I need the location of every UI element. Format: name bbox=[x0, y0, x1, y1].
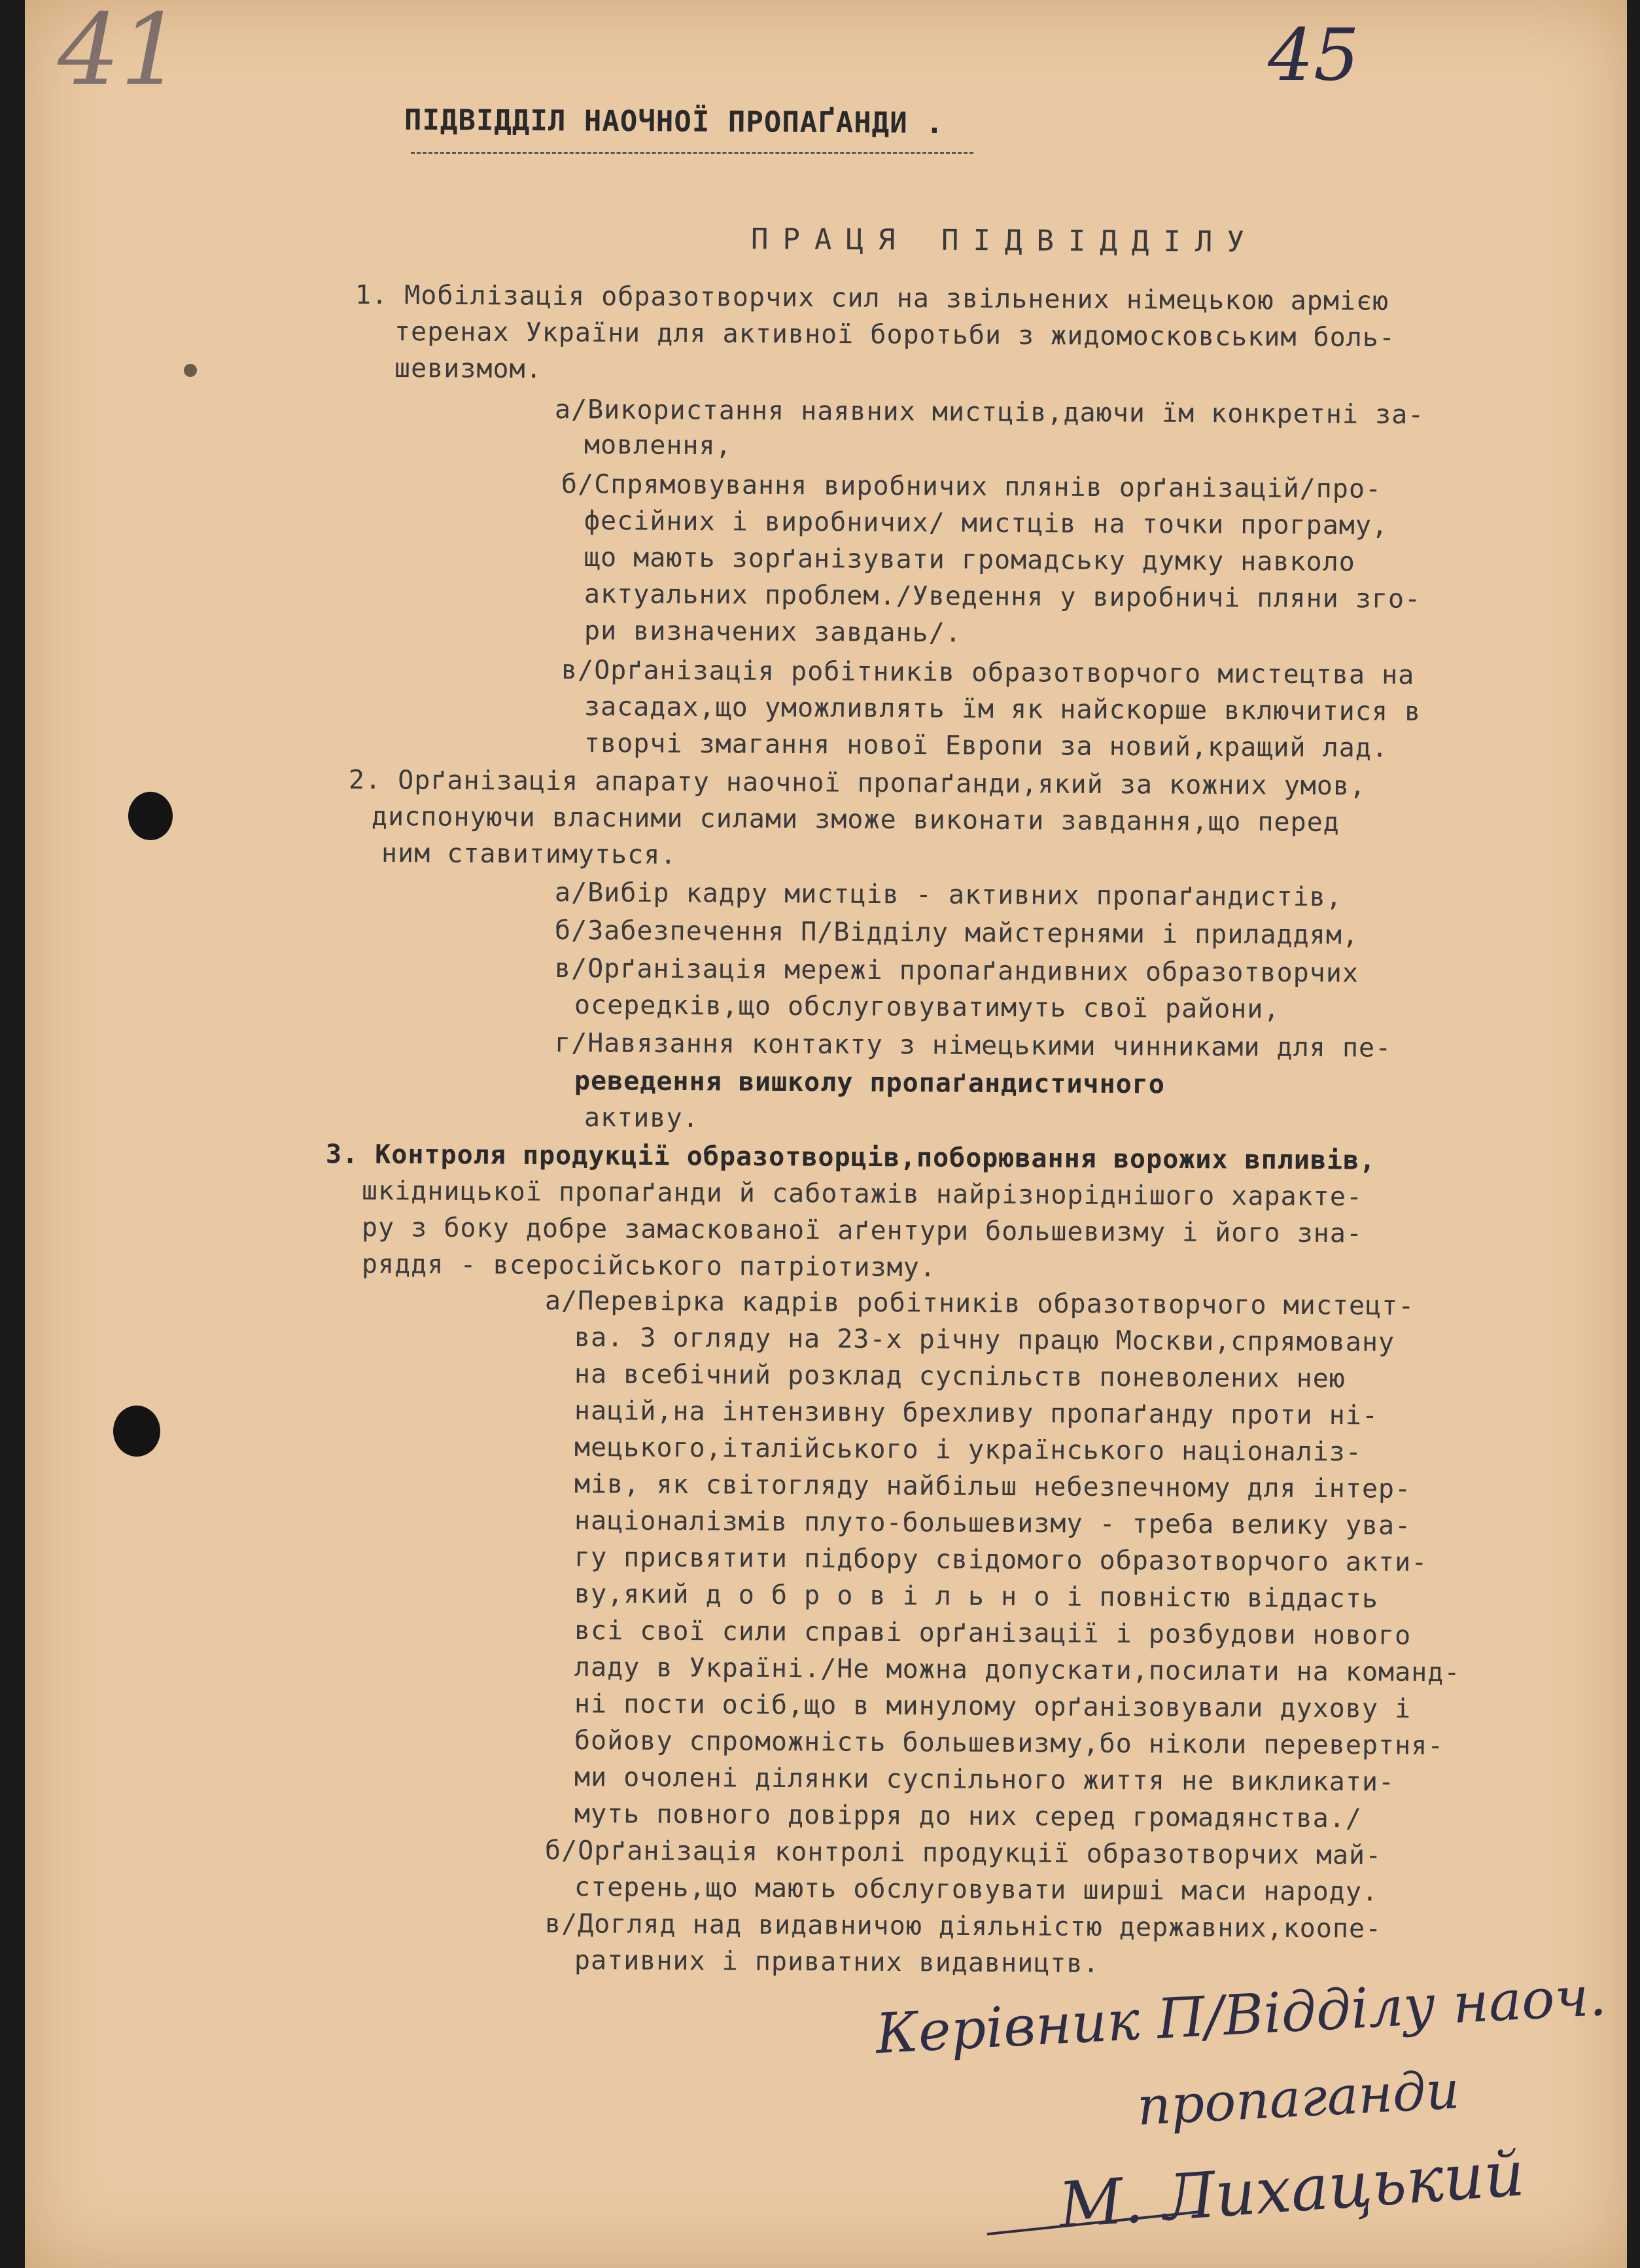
text-line: мовлення, bbox=[584, 430, 732, 461]
text-line: ряддя - всеросійського патріотизму. bbox=[361, 1249, 936, 1283]
text-line: всі свої сили справі орґанізації і розбудови нового bbox=[574, 1616, 1412, 1651]
text-line: шкідницької пропаґанди й саботажів найрізноріднішого характе- bbox=[361, 1176, 1363, 1213]
signature-title-cont: пропаганди bbox=[1135, 2059, 1461, 2137]
text-line: реведення вишколу пропаґандистичного bbox=[574, 1066, 1166, 1100]
text-line: ми очолені ділянки суспільного життя не викликати- bbox=[574, 1762, 1395, 1798]
text-line: осередків,що обслуговуватимуть свої райони, bbox=[574, 990, 1280, 1025]
department-header: ПІДВІДДІЛ НАОЧНОЇ ПРОПАҐАНДИ . bbox=[404, 103, 944, 141]
text-line: засадах,що уможливлять їм як найскорше включитися в bbox=[584, 692, 1422, 727]
text-line: стерень,що мають обслуговувати ширші маси народу. bbox=[574, 1872, 1379, 1907]
text-line: ладу в Україні./Не можна допускати,посилати на команд- bbox=[574, 1652, 1461, 1688]
text-line: мецького,італійського і українського націоналіз- bbox=[574, 1432, 1363, 1468]
text-line: активу. bbox=[584, 1103, 699, 1134]
text-line: гу присвятити підбору свідомого образотворчого акти- bbox=[574, 1542, 1428, 1578]
text-line: г/Навязання контакту з німецькими чинниками для пе- bbox=[554, 1028, 1392, 1063]
text-line: б/Спрямовування виробничих плянів орґанізацій/про- bbox=[561, 469, 1382, 505]
text-line: націоналізмів плуто-большевизму - треба велику ува- bbox=[574, 1506, 1412, 1541]
document-page bbox=[25, 0, 1627, 2268]
text-line: ним ставитимуться. bbox=[381, 838, 677, 870]
text-line: теренах України для активної боротьби з жидомосковським боль- bbox=[394, 317, 1396, 353]
signature-name: М. Лихацький bbox=[1056, 2136, 1527, 2242]
document-title: ПРАЦЯ ПІДВІДДІЛУ bbox=[750, 222, 1259, 259]
text-line: на всебічний розклад суспільств поневолених нею bbox=[574, 1359, 1346, 1394]
text-line: актуальних проблем./Уведення у виробничі пляни зго- bbox=[584, 579, 1422, 614]
binder-hole-top bbox=[128, 792, 173, 840]
binder-hole-bottom bbox=[113, 1406, 160, 1457]
text-line: в/Орґанізація робітників образотворчого мистецтва на bbox=[561, 655, 1415, 690]
header-underline bbox=[411, 152, 973, 154]
text-line: що мають зорґанізувати громадську думку навколо bbox=[584, 542, 1355, 578]
text-line: в/Орґанізація мережі пропаґандивних образотворчих bbox=[554, 953, 1359, 989]
text-line: шевизмом. bbox=[394, 353, 542, 385]
text-line: ні пости осіб,що в минулому орґанізовували духову і bbox=[574, 1689, 1412, 1724]
corner-mark: 41 bbox=[58, 0, 183, 107]
text-line: диспонуючи власними силами зможе виконати завдання,що перед bbox=[371, 802, 1340, 838]
text-line: творчі змагання нової Европи за новий,кращий лад. bbox=[584, 728, 1389, 764]
signature-title: Керівник П/Відділу наоч. bbox=[874, 1963, 1608, 2066]
text-line: 1. Мобілізація образотворчих сил на звільнених німецькою армією bbox=[355, 280, 1389, 317]
text-line: бойову спроможність большевизму,бо ніколи перевертня- bbox=[574, 1726, 1444, 1762]
text-line: б/Забезпечення П/Відділу майстернями і приладдям, bbox=[554, 915, 1359, 951]
text-line: націй,на інтензивну брехливу пропаґанду проти ні- bbox=[574, 1396, 1379, 1431]
text-line: 3. Контроля продукції образотворців,поборювання ворожих впливів, bbox=[325, 1139, 1376, 1176]
text-line: ва. З огляду на 23-х річну працю Москви,спрямовану bbox=[574, 1322, 1395, 1358]
text-line: ративних і приватних видавництв. bbox=[574, 1945, 1100, 1979]
text-line: муть повного довірря до них серед громадянства./ bbox=[574, 1799, 1363, 1834]
binder-dot bbox=[184, 364, 197, 377]
text-line: ри визначених завдань/. bbox=[584, 616, 962, 648]
text-line: фесійних і виробничих/ мистців на точки програму, bbox=[584, 506, 1389, 541]
text-line: б/Орґанізація контролі продукції образотворчих май- bbox=[544, 1835, 1382, 1871]
text-line: а/Перевірка кадрів робітників образотворчого мистецт- bbox=[544, 1286, 1415, 1322]
page-number: 45 bbox=[1268, 13, 1359, 97]
text-line: в/Догляд над видавничою діяльністю державних,коопе- bbox=[544, 1909, 1382, 1944]
text-line: мів, як світогляду найбільш небезпечному для інтер- bbox=[574, 1469, 1412, 1504]
text-line: а/Використання наявних мистців,даючи їм конкретні за- bbox=[554, 395, 1425, 431]
text-line: ву,який д о б р о в і л ь н о і повністю віддасть bbox=[574, 1579, 1379, 1614]
text-line: ру з боку добре замаскованої аґентури большевизму і його зна- bbox=[361, 1213, 1363, 1249]
text-line: 2. Орґанізація апарату наочної пропаґанди,який за кожних умов, bbox=[348, 765, 1367, 802]
text-line: а/Вибір кадру мистців - активних пропаґандистів, bbox=[554, 877, 1343, 913]
